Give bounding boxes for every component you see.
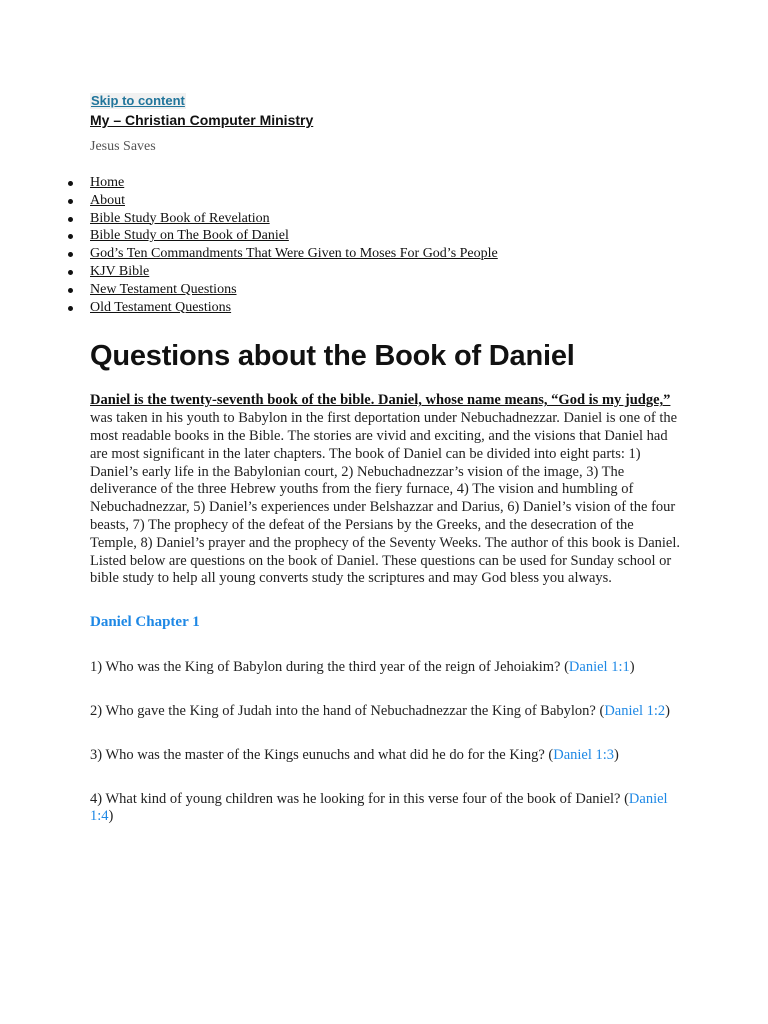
- verse-reference-link[interactable]: Daniel 1:1: [568, 659, 630, 676]
- question-text: 2) Who gave the King of Judah into the hand of Nebuchadnezzar the King of Babylon? (: [90, 702, 605, 719]
- nav-link-old-testament[interactable]: Old Testament Questions: [90, 299, 232, 315]
- intro-body: was taken in his youth to Babylon in the first deportation under Nebuchadnezzar. Daniel is one of the most readable books in the Bible. The stories are vivid and exciting, and the visions that Daniel had are most significant in the later chapters. The book of Daniel can be divided into eight parts: 1) Daniel’s early life in the Babylonian court, 2) Nebuchadnezzar’s vision of the image, 3) The deliverance of the three Hebrew youths from the fiery furnace, 4) The vision and humbling of Nebuchadnezzar, 5) Daniel’s experiences under Belshazzar and Darius, 6) Daniel’s vision of the four beasts, 7) The prophecy of the defeat of the Persians by the Greeks, and the desecration of the Temple, 8) Daniel’s prayer and the prophecy of the Seventy Weeks. The author of this book is Daniel. Listed below are questions on the book of Daniel. These questions can be used for Sunday school or bible study to help all young converts study the scriptures and may God bless you always.: [90, 410, 681, 587]
- chapter-heading: Daniel Chapter 1: [90, 614, 200, 631]
- nav-link-revelation[interactable]: Bible Study Book of Revelation: [90, 210, 270, 226]
- nav-item-daniel: [90, 227, 680, 245]
- question-item: [90, 703, 680, 721]
- question-text: 3) Who was the master of the Kings eunuchs and what did he do for the King? (: [90, 746, 554, 763]
- verse-reference-link[interactable]: Daniel 1:3: [553, 746, 615, 763]
- nav-item-old-testament: [90, 299, 680, 317]
- nav-link-daniel[interactable]: Bible Study on The Book of Daniel: [90, 228, 289, 244]
- nav-link-kjv-bible[interactable]: KJV Bible: [90, 263, 150, 279]
- question-item: [90, 659, 680, 677]
- question-close: ): [614, 746, 619, 763]
- nav-item-new-testament: [90, 281, 680, 299]
- verse-reference-link[interactable]: Daniel 1:4: [90, 790, 668, 825]
- page: [90, 92, 680, 826]
- site-title-link[interactable]: My – Christian Computer Ministry: [90, 112, 314, 128]
- question-text: 1) Who was the King of Babylon during the third year of the reign of Jehoiakim? (: [90, 659, 569, 676]
- page-title: Questions about the Book of Daniel: [90, 340, 575, 373]
- question-text: 4) What kind of young children was he looking for in this verse four of the book of Daniel? (: [90, 790, 629, 807]
- site-tagline: Jesus Saves: [90, 139, 156, 154]
- nav-link-about[interactable]: About: [90, 192, 125, 208]
- question-item: [90, 747, 680, 765]
- nav-link-new-testament[interactable]: New Testament Questions: [90, 281, 237, 297]
- question-item: [90, 791, 680, 827]
- main-navigation: [90, 174, 680, 316]
- nav-link-home[interactable]: Home: [90, 175, 125, 190]
- question-close: ): [665, 702, 670, 719]
- nav-link-ten-commandments[interactable]: God’s Ten Commandments That Were Given to Moses For God’s People: [90, 246, 498, 262]
- intro-lead: Daniel is the twenty-seventh book of the bible. Daniel, whose name means, “God is my judge,”: [90, 392, 671, 409]
- question-close: ): [108, 808, 114, 825]
- nav-item-revelation: [90, 210, 680, 228]
- nav-item-ten-commandments: [90, 245, 680, 263]
- nav-item-home: [90, 174, 680, 192]
- intro-paragraph: [90, 392, 680, 588]
- nav-item-about: [90, 192, 680, 210]
- nav-item-kjv-bible: [90, 263, 680, 281]
- question-close: ): [629, 659, 635, 676]
- skip-to-content-link[interactable]: Skip to content: [91, 93, 185, 108]
- verse-reference-link[interactable]: Daniel 1:2: [604, 702, 666, 719]
